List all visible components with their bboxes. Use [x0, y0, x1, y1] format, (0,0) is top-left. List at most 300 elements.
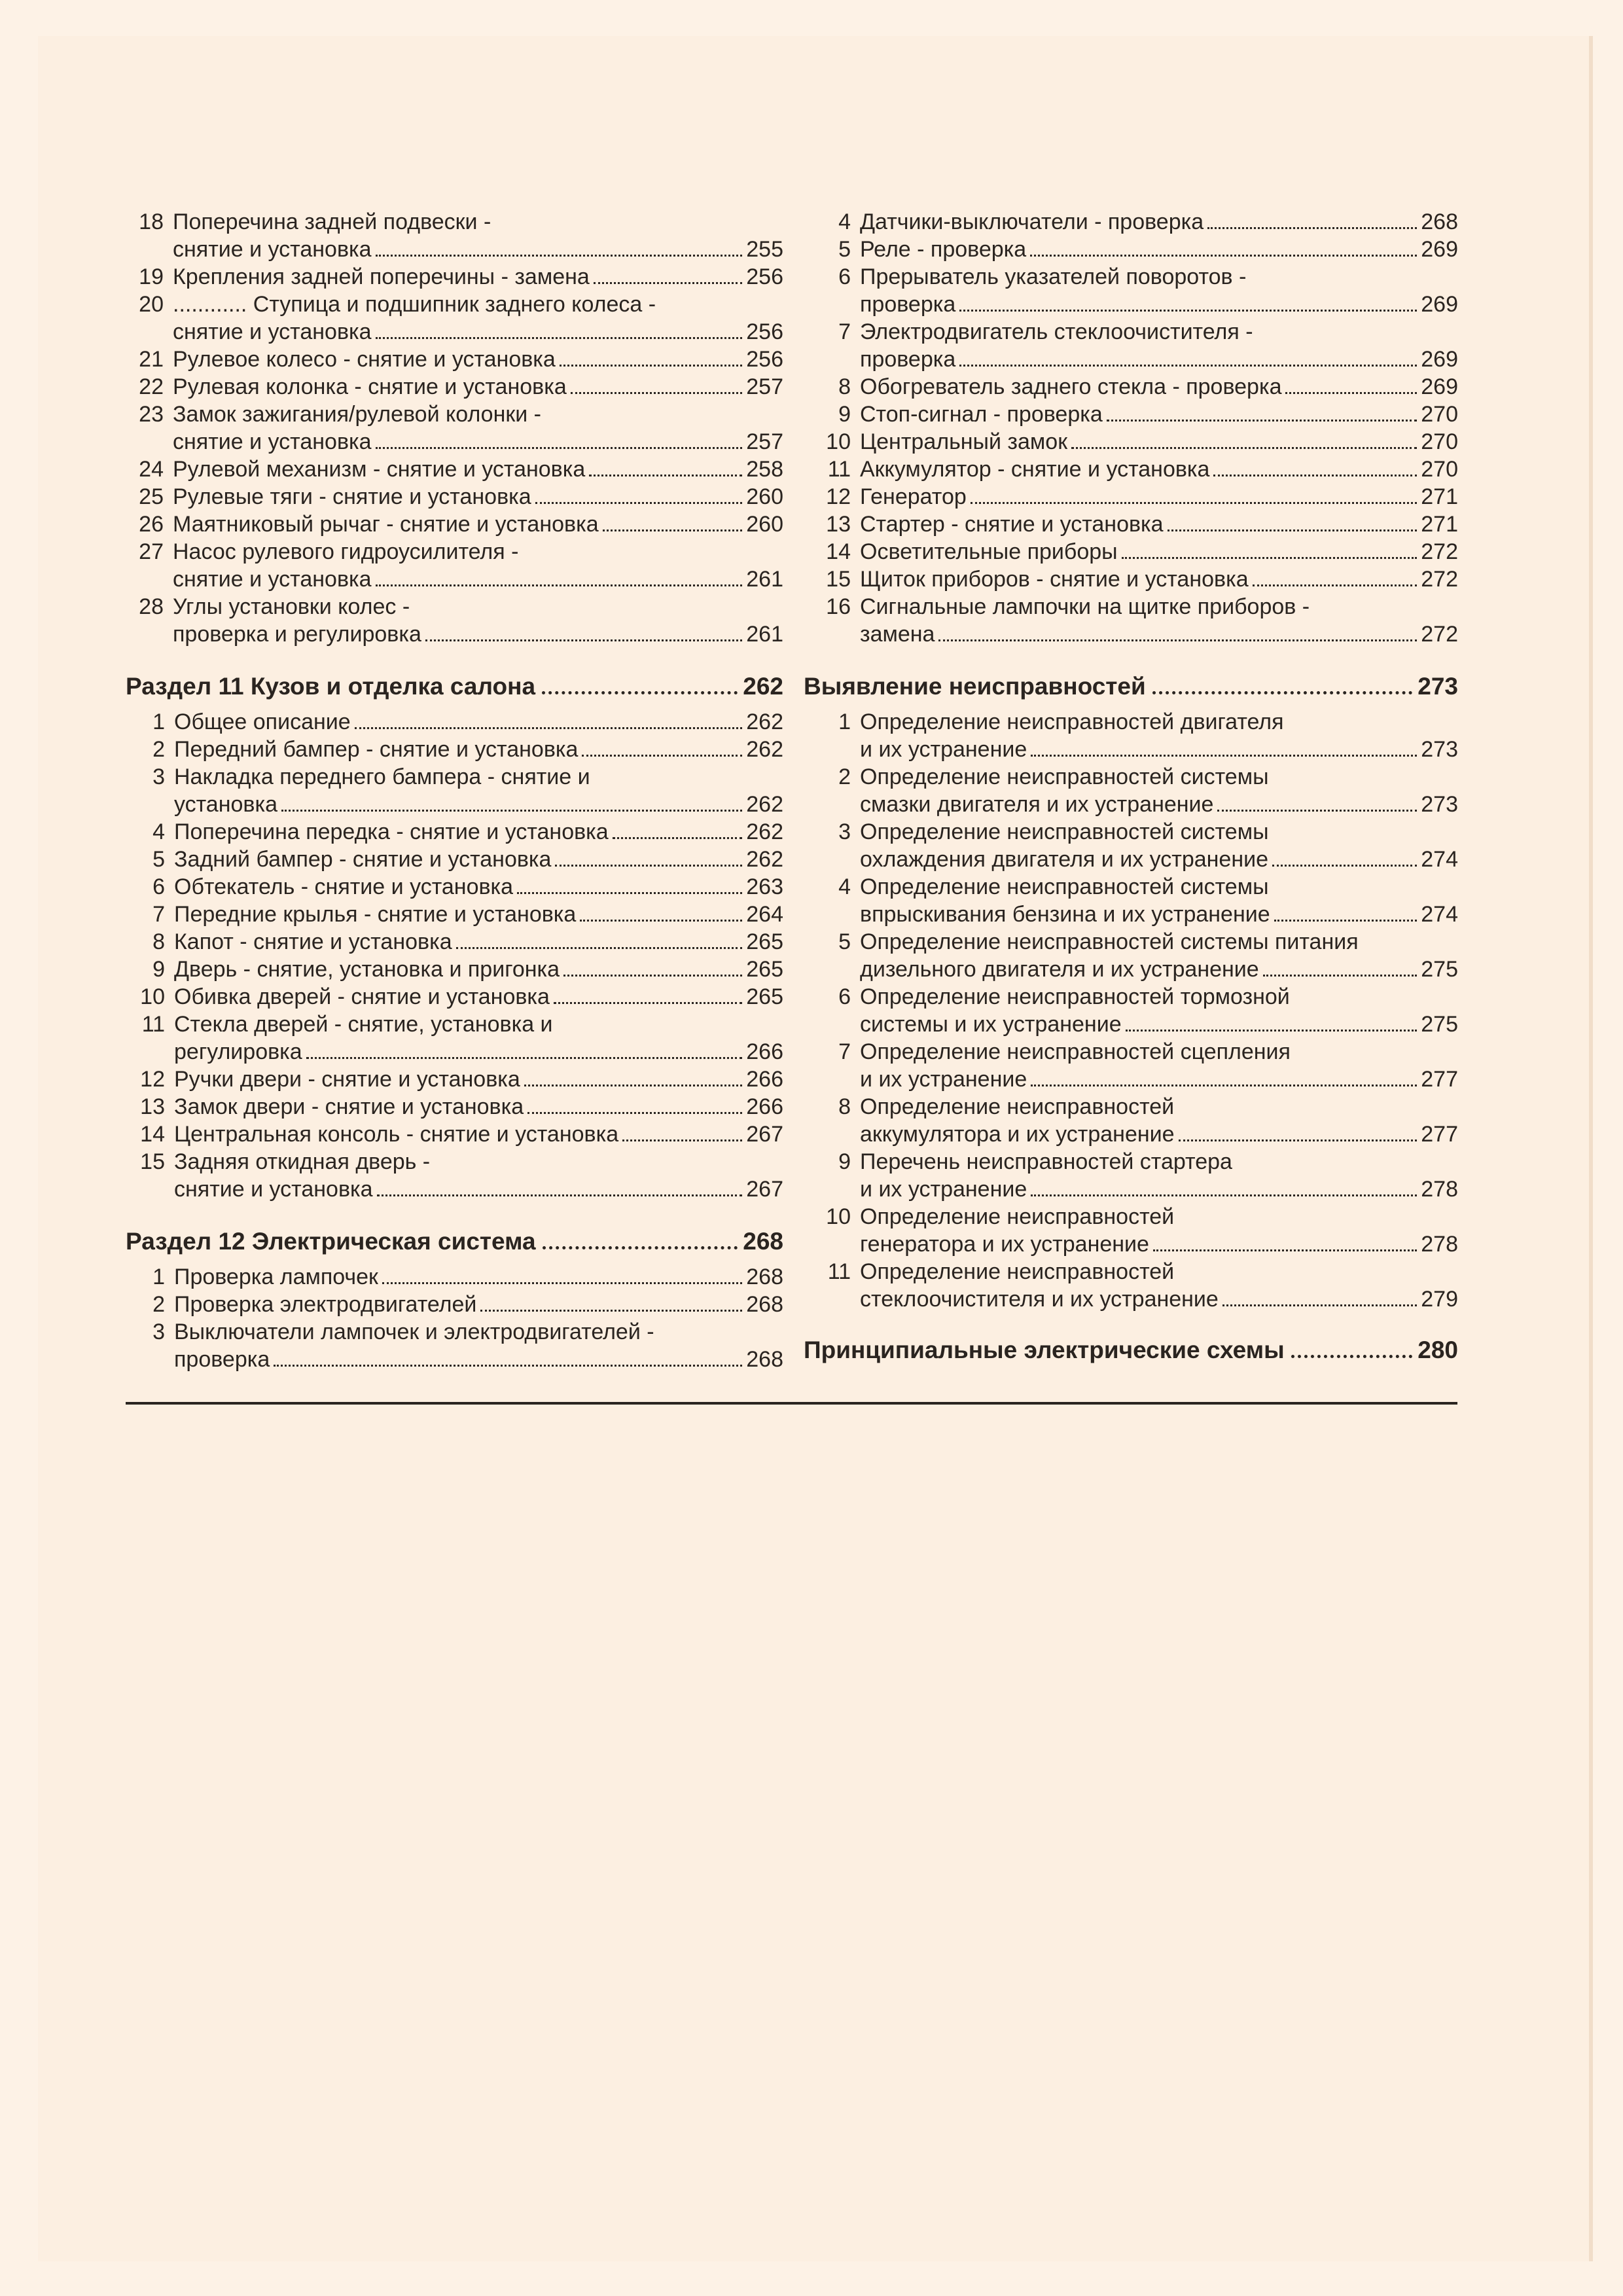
toc-page-number: 274: [1421, 847, 1458, 872]
toc-entry-body: [860, 565, 1458, 593]
dot-leader: [554, 1002, 742, 1004]
toc-entry-body: [174, 1291, 783, 1318]
dot-leader: [306, 1057, 743, 1059]
toc-entry[interactable]: [804, 483, 1458, 511]
toc-entry-line: [174, 1038, 783, 1066]
toc-entry-title: Проверка лампочек: [174, 1265, 378, 1289]
toc-page-number: 277: [1421, 1122, 1458, 1147]
toc-entry-body: [174, 1121, 783, 1148]
toc-page-number: 261: [746, 622, 783, 647]
toc-page-number: 270: [1421, 402, 1458, 427]
toc-group-section11: [126, 708, 783, 1203]
dot-leader: [1263, 975, 1418, 977]
toc-entry-line: [173, 483, 783, 511]
toc-group-section10-continued: [126, 208, 783, 648]
dot-leader: [1031, 1194, 1417, 1196]
dot-leader: [589, 475, 742, 476]
toc-entry[interactable]: [126, 708, 783, 736]
toc-entry-body: [173, 483, 783, 511]
toc-entry-number: 15: [826, 567, 851, 592]
toc-entry-body: [173, 401, 783, 456]
toc-entry-line: [860, 208, 1458, 236]
dot-leader: [376, 447, 743, 449]
toc-entry-body: [860, 818, 1458, 873]
toc-entry-line: [173, 428, 783, 456]
toc-left-column: [126, 208, 783, 1373]
dot-leader: [560, 365, 742, 367]
toc-entry[interactable]: [126, 1318, 783, 1373]
toc-entry[interactable]: [804, 236, 1458, 263]
toc-entry-number: 1: [152, 709, 165, 734]
toc-entry[interactable]: [804, 456, 1458, 483]
toc-entry-body: [173, 538, 783, 593]
toc-page-number: 274: [1421, 902, 1458, 927]
toc-entry[interactable]: [804, 511, 1458, 538]
dot-leader: [1222, 1304, 1417, 1306]
toc-entry-title: снятие и установка: [173, 237, 372, 262]
toc-entry-title: стеклоочистителя и их устранение: [860, 1287, 1219, 1312]
toc-entry-line: [174, 956, 783, 983]
section-title: Раздел 11 Кузов и отделка салона: [126, 673, 536, 700]
toc-entry[interactable]: [126, 1148, 783, 1203]
toc-entry-body: [173, 291, 783, 346]
toc-entry-number: 20: [139, 292, 164, 317]
toc-entry[interactable]: [126, 263, 783, 291]
toc-entry-body: [860, 763, 1458, 818]
toc-entry-title: проверка: [174, 1347, 270, 1372]
toc-entry-body: [860, 1093, 1458, 1148]
toc-entry-number: 13: [140, 1094, 165, 1119]
dot-leader: [274, 1365, 742, 1367]
toc-entry-body: [860, 373, 1458, 401]
toc-entry-body: [860, 456, 1458, 483]
toc-entry-body: [860, 928, 1458, 983]
toc-page-number: 270: [1421, 429, 1458, 454]
toc-page-number: 267: [746, 1177, 783, 1202]
toc-entry-title: Генератор: [860, 484, 967, 509]
toc-page-number: 257: [746, 429, 783, 454]
toc-page-number: 264: [746, 902, 783, 927]
toc-entry-title: Определение неисправностей системы: [860, 874, 1269, 899]
section-title: Раздел 12 Электрическая система: [126, 1228, 536, 1255]
toc-entry-line: [860, 1066, 1458, 1093]
toc-entry-line: [860, 873, 1458, 901]
toc-entry-number: 25: [139, 484, 164, 509]
toc-entry-line: [860, 1258, 1458, 1285]
toc-entry-line: [174, 928, 783, 956]
toc-entry-number: 18: [139, 209, 164, 234]
dot-leader: [613, 837, 743, 839]
bleed-through-text: [707, 1440, 713, 1467]
toc-entry[interactable]: [126, 401, 783, 456]
toc-entry-line: [860, 291, 1458, 318]
toc-entry[interactable]: [126, 736, 783, 763]
toc-page-number: 265: [746, 984, 783, 1009]
toc-entry-line: [860, 373, 1458, 401]
toc-entry[interactable]: [126, 763, 783, 818]
toc-entry-title: Накладка переднего бампера - снятие и: [174, 764, 590, 789]
toc-entry[interactable]: [126, 511, 783, 538]
toc-page-number: 268: [746, 1347, 783, 1372]
toc-entry-body: [173, 456, 783, 483]
toc-entry-number: 3: [152, 764, 165, 789]
dot-leader: [1030, 255, 1417, 257]
toc-entry-title: Электродвигатель стеклоочистителя -: [860, 319, 1253, 344]
toc-page-number: 260: [746, 484, 783, 509]
toc-entry-line: [174, 1318, 783, 1346]
toc-entry[interactable]: [126, 928, 783, 956]
toc-entry-line: [173, 208, 783, 236]
toc-entry[interactable]: [126, 901, 783, 928]
dot-leader: [959, 310, 1417, 312]
toc-entry-title: Передний бампер - снятие и установка: [174, 737, 579, 762]
toc-entry-line: [173, 263, 783, 291]
dot-leader: [355, 727, 743, 729]
dot-leader: [603, 529, 743, 531]
toc-entry-body: [173, 263, 783, 291]
dot-leader: [563, 975, 742, 977]
toc-entry-number: 19: [139, 264, 164, 289]
dot-leader: [622, 1139, 742, 1141]
dot-leader: [959, 365, 1417, 367]
toc-entry-line: [860, 708, 1458, 736]
toc-entry-title: и их устранение: [860, 1177, 1027, 1202]
toc-entry[interactable]: [126, 538, 783, 593]
toc-entry-body: [860, 983, 1458, 1038]
toc-entry-body: [860, 208, 1458, 236]
toc-entry-body: [174, 763, 783, 818]
toc-page-number: 273: [1421, 737, 1458, 762]
toc-entry-title: Сигнальные лампочки на щитке приборов -: [860, 594, 1310, 619]
toc-entry[interactable]: [804, 263, 1458, 318]
toc-entry-title: установка: [174, 792, 277, 817]
toc-entry-number: 2: [152, 1292, 165, 1317]
toc-entry-line: [860, 956, 1458, 983]
toc-page-number: 268: [746, 1292, 783, 1317]
toc-entry[interactable]: [804, 1203, 1458, 1258]
toc-group-section12: [126, 1263, 783, 1373]
toc-entry[interactable]: [804, 1148, 1458, 1203]
toc-entry-title: Задняя откидная дверь -: [174, 1149, 431, 1174]
toc-entry[interactable]: [804, 538, 1458, 565]
toc-entry-title: Обивка дверей - снятие и установка: [174, 984, 550, 1009]
toc-entry-number: 2: [838, 764, 851, 789]
toc-entry-body: [174, 1011, 783, 1066]
toc-entry-line: [860, 428, 1458, 456]
toc-entry-line: [860, 1285, 1458, 1313]
toc-entry-title: и их устранение: [860, 1067, 1027, 1092]
toc-entry-number: 6: [152, 874, 165, 899]
toc-entry-body: [173, 346, 783, 373]
toc-entry-body: [174, 1263, 783, 1291]
toc-page-number: 262: [746, 709, 783, 734]
toc-entry[interactable]: [804, 763, 1458, 818]
toc-entry-title: охлаждения двигателя и их устранение: [860, 847, 1269, 872]
toc-entry-title: Прерыватель указателей поворотов -: [860, 264, 1247, 289]
dot-leader: [1122, 557, 1418, 559]
toc-entry[interactable]: [804, 428, 1458, 456]
toc-right-column: [804, 208, 1458, 1372]
toc-entry-title: дизельного двигателя и их устранение: [860, 957, 1259, 982]
dot-leader: [1253, 584, 1418, 586]
toc-entry-number: 4: [838, 209, 851, 234]
toc-entry-number: 9: [838, 402, 851, 427]
toc-page-number: 269: [1421, 237, 1458, 262]
toc-entry-line: [860, 763, 1458, 791]
toc-entry[interactable]: [804, 1258, 1458, 1313]
toc-entry-number: 8: [838, 1094, 851, 1119]
toc-entry-number: 21: [139, 347, 164, 372]
dot-leader: [376, 584, 743, 586]
toc-entry-line: [860, 928, 1458, 956]
toc-entry-body: [174, 1066, 783, 1093]
toc-entry[interactable]: [804, 1093, 1458, 1148]
toc-entry[interactable]: [126, 483, 783, 511]
toc-entry-number: 7: [152, 902, 165, 927]
toc-entry[interactable]: [804, 1038, 1458, 1093]
toc-entry[interactable]: [804, 373, 1458, 401]
toc-entry-body: [174, 708, 783, 736]
toc-entry-title: Обогреватель заднего стекла - проверка: [860, 374, 1282, 399]
dot-leader: [1107, 420, 1417, 422]
dot-leader: [542, 691, 738, 694]
toc-entry-body: [173, 511, 783, 538]
toc-entry-title: Проверка электродвигателей: [174, 1292, 477, 1317]
dot-leader: [1272, 865, 1417, 867]
toc-entry-title: ............ Ступица и подшипник заднего колеса -: [173, 292, 656, 317]
toc-entry-number: 3: [838, 819, 851, 844]
toc-entry[interactable]: [804, 565, 1458, 593]
toc-entry[interactable]: [126, 1263, 783, 1291]
toc-page-number: 266: [746, 1039, 783, 1064]
toc-entry-title: Определение неисправностей системы: [860, 819, 1269, 844]
section-heading-faults[interactable]: [804, 672, 1458, 702]
toc-entry-line: [174, 1121, 783, 1148]
toc-entry[interactable]: [804, 708, 1458, 763]
toc-entry-line: [860, 456, 1458, 483]
toc-entry-number: 23: [139, 402, 164, 427]
toc-entry[interactable]: [804, 208, 1458, 236]
dot-leader: [1153, 1249, 1417, 1251]
toc-entry-number: 8: [152, 929, 165, 954]
toc-entry-body: [174, 901, 783, 928]
toc-entry-title: проверка: [860, 292, 956, 317]
toc-entry-number: 11: [141, 1012, 165, 1037]
toc-page-number: 265: [746, 957, 783, 982]
dot-leader: [543, 1246, 738, 1249]
toc-entry-number: 14: [826, 539, 851, 564]
toc-entry-title: снятие и установка: [173, 567, 372, 592]
toc-entry-title: Рулевой механизм - снятие и установка: [173, 457, 586, 482]
toc-entry[interactable]: [804, 873, 1458, 928]
toc-page-number: 262: [746, 737, 783, 762]
toc-entry-number: 10: [826, 429, 851, 454]
toc-entry[interactable]: [126, 1011, 783, 1066]
toc-entry[interactable]: [126, 373, 783, 401]
dot-leader: [1071, 447, 1417, 449]
toc-entry-title: Перечень неисправностей стартера: [860, 1149, 1232, 1174]
section-page-number: 280: [1418, 1336, 1458, 1363]
toc-page-number: 255: [746, 237, 783, 262]
toc-entry-body: [174, 1318, 783, 1373]
toc-entry-line: [860, 236, 1458, 263]
toc-entry-line: [860, 1230, 1458, 1258]
toc-entry-line: [860, 401, 1458, 428]
toc-entry-title: Крепления задней поперечины - замена: [173, 264, 590, 289]
toc-entry-body: [173, 593, 783, 648]
toc-entry-title: Капот - снятие и установка: [174, 929, 452, 954]
toc-entry[interactable]: [126, 873, 783, 901]
toc-entry[interactable]: [126, 208, 783, 263]
toc-entry-body: [174, 736, 783, 763]
toc-entry-number: 22: [139, 374, 164, 399]
dot-leader: [938, 639, 1417, 641]
toc-entry[interactable]: [126, 818, 783, 846]
dot-leader: [571, 392, 743, 394]
toc-page-number: 272: [1421, 567, 1458, 592]
toc-entry[interactable]: [804, 818, 1458, 873]
toc-entry[interactable]: [126, 983, 783, 1011]
toc-page-number: 258: [746, 457, 783, 482]
toc-entry-title: Рулевая колонка - снятие и установка: [173, 374, 567, 399]
toc-entry-title: и их устранение: [860, 737, 1027, 762]
toc-entry-body: [860, 401, 1458, 428]
toc-entry[interactable]: [804, 928, 1458, 983]
toc-entry[interactable]: [126, 1066, 783, 1093]
toc-entry-title: Общее описание: [174, 709, 351, 734]
toc-entry[interactable]: [804, 983, 1458, 1038]
toc-entry-body: [860, 1203, 1458, 1258]
section-heading-schemes[interactable]: [804, 1335, 1458, 1365]
toc-entry[interactable]: [126, 593, 783, 648]
toc-page-number: 263: [746, 874, 783, 899]
toc-entry-line: [174, 1066, 783, 1093]
toc-entry-title: Задний бампер - снятие и установка: [174, 847, 552, 872]
toc-entry-line: [860, 736, 1458, 763]
toc-entry-number: 14: [140, 1122, 165, 1147]
toc-entry-number: 1: [838, 709, 851, 734]
toc-entry-title: Обтекатель - снятие и установка: [174, 874, 514, 899]
toc-entry-title: Передние крылья - снятие и установка: [174, 902, 577, 927]
toc-entry-title: Маятниковый рычаг - снятие и установка: [173, 512, 599, 537]
dot-leader: [1207, 227, 1417, 229]
section-page-number: 273: [1418, 673, 1458, 700]
toc-entry[interactable]: [126, 1291, 783, 1318]
dot-leader: [1031, 755, 1417, 757]
toc-entry-number: 6: [838, 264, 851, 289]
toc-entry-body: [174, 846, 783, 873]
toc-page-number: 262: [746, 792, 783, 817]
toc-entry-line: [174, 1291, 783, 1318]
toc-entry-line: [174, 1263, 783, 1291]
toc-entry-number: 27: [139, 539, 164, 564]
toc-entry-title: Стартер - снятие и установка: [860, 512, 1164, 537]
toc-entry-title: Рулевое колесо - снятие и установка: [173, 347, 556, 372]
toc-entry-title: Центральная консоль - снятие и установка: [174, 1122, 619, 1147]
toc-entry-title: снятие и установка: [173, 319, 372, 344]
dot-leader: [1126, 1030, 1418, 1031]
dot-leader: [376, 337, 743, 339]
toc-entry[interactable]: [126, 456, 783, 483]
toc-entry-line: [860, 1093, 1458, 1121]
toc-entry-line: [860, 983, 1458, 1011]
toc-entry-line: [860, 818, 1458, 846]
section-heading-11[interactable]: [126, 672, 783, 702]
toc-page-number: 273: [1421, 792, 1458, 817]
toc-entry-line: [174, 1346, 783, 1373]
toc-page-number: 265: [746, 929, 783, 954]
toc-entry-title: Аккумулятор - снятие и установка: [860, 457, 1210, 482]
toc-entry[interactable]: [126, 346, 783, 373]
toc-entry-line: [860, 1148, 1458, 1175]
toc-entry-title: регулировка: [174, 1039, 302, 1064]
section-heading-12[interactable]: [126, 1227, 783, 1257]
toc-entry-line: [174, 1011, 783, 1038]
toc-entry-line: [174, 763, 783, 791]
toc-entry-line: [173, 373, 783, 401]
toc-entry-number: 2: [152, 737, 165, 762]
toc-entry[interactable]: [804, 401, 1458, 428]
toc-entry[interactable]: [126, 956, 783, 983]
section-page-number: 262: [743, 673, 783, 700]
toc-page-number: 261: [746, 567, 783, 592]
bottom-rule: [126, 1402, 1457, 1405]
toc-entry[interactable]: [126, 291, 783, 346]
toc-page-number: 272: [1421, 622, 1458, 647]
toc-entry-line: [860, 1011, 1458, 1038]
toc-entry-title: Щиток приборов - снятие и установка: [860, 567, 1249, 592]
toc-entry-line: [173, 511, 783, 538]
toc-entry-body: [174, 983, 783, 1011]
toc-page-number: 256: [746, 347, 783, 372]
toc-entry-line: [174, 1175, 783, 1203]
toc-entry-line: [860, 901, 1458, 928]
toc-entry-line: [860, 483, 1458, 511]
toc-entry[interactable]: [126, 1121, 783, 1148]
dot-leader: [377, 1194, 743, 1196]
toc-entry[interactable]: [126, 846, 783, 873]
toc-entry-number: 26: [139, 512, 164, 537]
toc-group-faults: [804, 708, 1458, 1313]
toc-entry-body: [174, 818, 783, 846]
toc-page-number: 271: [1421, 512, 1458, 537]
toc-entry-line: [860, 620, 1458, 648]
dot-leader: [1217, 810, 1417, 812]
toc-entry[interactable]: [126, 1093, 783, 1121]
toc-entry-line: [860, 538, 1458, 565]
toc-entry[interactable]: [804, 318, 1458, 373]
toc-entry-title: Реле - проверка: [860, 237, 1027, 262]
toc-entry-line: [860, 593, 1458, 620]
toc-entry-title: Ручки двери - снятие и установка: [174, 1067, 520, 1092]
section-title: Принципиальные электрические схемы: [804, 1336, 1285, 1363]
toc-page-number: 279: [1421, 1287, 1458, 1312]
toc-entry-line: [173, 565, 783, 593]
toc-entry-body: [173, 373, 783, 401]
toc-entry-number: 15: [140, 1149, 165, 1174]
toc-page-number: 267: [746, 1122, 783, 1147]
toc-entry-number: 5: [838, 929, 851, 954]
toc-entry-body: [860, 873, 1458, 928]
toc-page-number: 266: [746, 1067, 783, 1092]
toc-entry-body: [860, 538, 1458, 565]
toc-entry-body: [174, 928, 783, 956]
dot-leader: [1291, 1355, 1413, 1358]
toc-entry-title: Замок двери - снятие и установка: [174, 1094, 524, 1119]
dot-leader: [517, 892, 742, 894]
toc-entry[interactable]: [804, 593, 1458, 648]
toc-entry-number: 11: [827, 457, 851, 482]
